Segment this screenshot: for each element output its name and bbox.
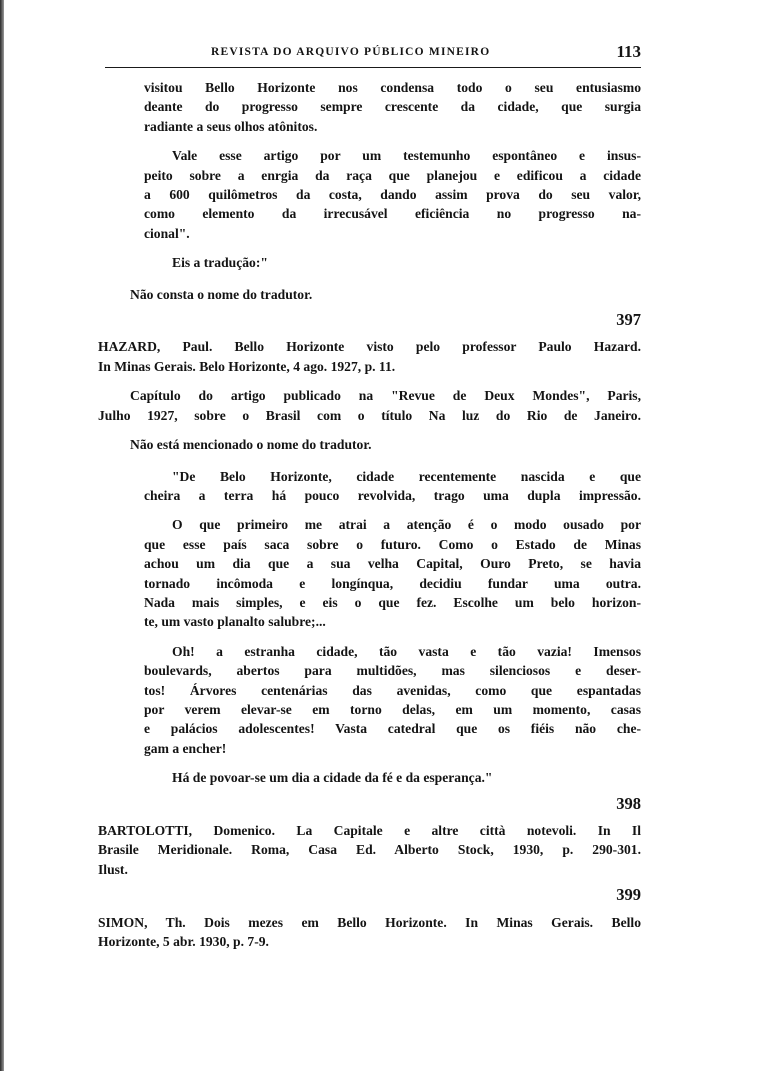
translator-note: Não consta o nome do tradutor.: [130, 286, 313, 302]
entry-number-397: 397: [616, 310, 641, 330]
page-header: [105, 44, 641, 64]
quote-paragraph-4: Há de povoar-se um dia a cidade da fé e da esperança.": [172, 770, 493, 786]
quote-block: [98, 467, 641, 788]
translation-intro: Eis a tradução:": [172, 255, 268, 271]
scan-left-edge: [0, 0, 4, 1071]
entry-number-399: 399: [616, 885, 641, 905]
citation-397: HAZARD, Paul. Bello Horizonte visto pelo professor Paulo Hazard. In Minas Gerais. Belo Horizonte, 4 ago. 1927, p. 11.: [98, 339, 641, 374]
translator-note-397: Não está mencionado o nome do tradutor.: [130, 437, 372, 453]
citation-399: SIMON, Th. Dois mezes em Bello Horizonte. In Minas Gerais. Bello Horizonte, 5 abr. 1930, p. 7-9.: [98, 914, 641, 950]
running-title: REVISTA DO ARQUIVO PÚBLICO MINEIRO: [211, 46, 491, 58]
quote-paragraph-3: Oh! a estranha cidade, tão vasta e tão vazia! Imensos boulevards, abertos para multidões, mas silenciosos e deser- tos! Árvores centenárias das avenidas, como que espantadas por verem elevar-se em torno delas, em um momento, casas e palácios adolescentes! Vasta catedral que os fiéis não che- gam a encher!: [144, 643, 641, 756]
note-397: Capítulo do artigo publicado na "Revue de Deux Mondes", Paris, Julho 1927, sobre o Brasil com o título Na luz do Rio de Janeiro.: [98, 388, 641, 423]
header-rule: [105, 67, 641, 68]
citation-398: BARTOLOTTI, Domenico. La Capitale e altre città notevoli. In Il Brasile Meridionale. Roma, Casa Ed. Alberto Stock, 1930, p. 290-301. Ilust.: [98, 823, 641, 877]
quote-paragraph-1: "De Belo Horizonte, cidade recentemente nascida e que cheira a terra há pouco revolvida, trago uma dupla impressão.: [144, 468, 641, 503]
quote-paragraph-2: O que primeiro me atrai a atenção é o modo ousado por que esse país saca sobre o futuro. Como o Estado de Minas achou um dia que a sua velha Capital, Ouro Preto, se havia tornado incômoda e longínqua, decidiu fundar uma outra. Nada mais simples, e eis o que fez. Escolhe um belo horizon- te, um vasto planalto salubre;...: [144, 517, 641, 630]
entry-number-398: 398: [616, 793, 641, 813]
page-number: 113: [616, 42, 641, 61]
testimony-paragraph: Vale esse artigo por um testemunho espontâneo e insus- peito sobre a enrgia da raça que planejou e edificou a cidade a 600 quilômetros da costa, dando assim prova do seu valor, como elemento da irrecusável eficiência no progresso na- cional".: [144, 148, 641, 241]
intro-paragraph: visitou Bello Horizonte nos condensa todo o seu entusiasmo deante do progresso sempre crescente da cidade, que surgia radiante a seus olhos atônitos.: [144, 80, 641, 134]
page-body: [98, 78, 641, 951]
